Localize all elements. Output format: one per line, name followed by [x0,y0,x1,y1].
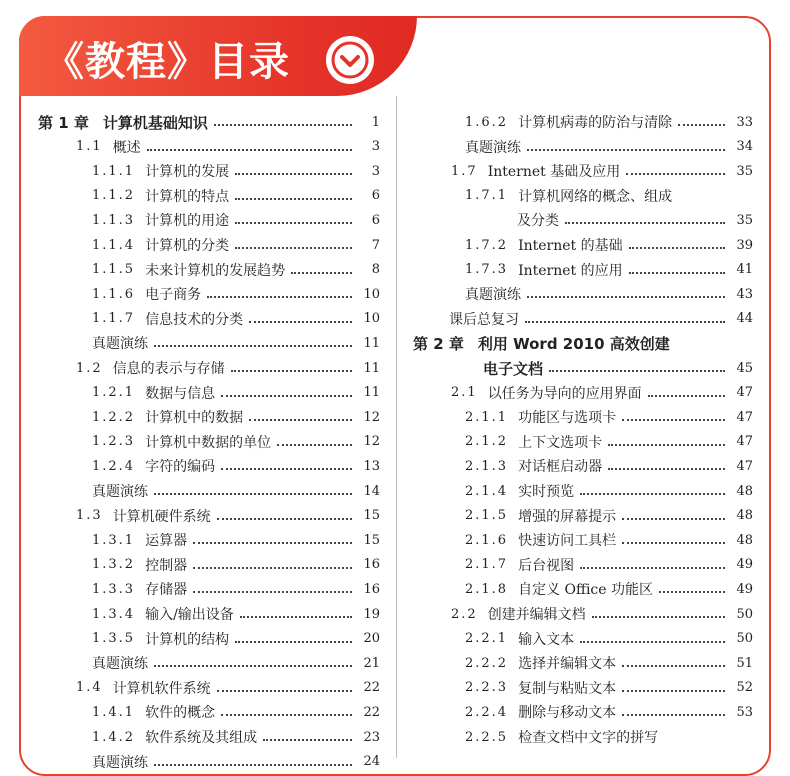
toc-entry-title: 概述 [112,139,141,156]
toc-entry-page: 6 [371,212,380,228]
toc-entry-page: 53 [736,704,753,720]
toc-entry-number: 1.2.1 [92,385,136,401]
toc-entry-title: 信息技术的分类 [145,311,244,328]
toc-entry-page: 7 [371,237,380,253]
toc-entry-title: 利用 Word 2010 高效创建 [477,334,670,353]
toc-entry-page: 6 [371,188,380,204]
toc-entry-title: 计算机的用途 [145,213,230,230]
toc-entry-title: 计算机病毒的防治与清除 [518,115,673,131]
toc-entry-title: 输入文本 [518,631,575,648]
toc-entry-title: 计算机软件系统 [112,680,211,697]
toc-entry-title: 计算机的分类 [145,238,230,254]
toc-entry [483,356,753,380]
toc-entry-number: 1.7.2 [465,237,509,253]
toc-entry [449,307,753,331]
dot-leader [217,690,352,692]
dot-leader [147,149,352,151]
toc-entry [92,282,380,306]
dot-leader [622,542,725,544]
toc-entry [92,725,380,749]
dot-leader [580,641,725,643]
dot-leader [221,395,352,397]
dot-leader [263,739,352,741]
toc-entry-title: Internet 的基础 [518,238,623,254]
toc-entry-number: 1.1.5 [92,262,136,278]
dot-leader [678,124,725,126]
toc-entry-title: Internet 基础及应用 [487,164,621,181]
toc-entry-page: 22 [363,704,380,720]
toc-entry [76,356,380,380]
dot-leader [608,444,725,446]
toc-entry-number: 2.2.3 [465,680,509,696]
toc-entry [92,208,380,232]
toc-entry-number: 1.7.1 [465,188,509,204]
toc-entry-title: 删除与移动文本 [518,705,617,722]
toc-entry-title: 真题演练 [92,336,148,353]
toc-entry [76,504,380,528]
dot-leader [249,419,352,421]
toc-entry [92,627,380,651]
toc-entry [465,725,753,749]
toc-entry-number: 第 1 章 [38,113,89,132]
toc-entry [92,651,380,675]
toc-entry-page: 11 [363,335,380,351]
dot-leader [235,173,352,175]
toc-entry [92,454,380,478]
toc-entry-title: 增强的屏幕提示 [518,508,617,525]
toc-entry-title: 真题演练 [465,287,521,304]
toc-entry-number: 1.3.1 [92,532,136,548]
toc-entry-page: 52 [736,680,753,696]
toc-entry-page: 3 [371,139,380,155]
toc-entry-title: 自定义 Office 功能区 [518,582,654,599]
dot-leader [622,518,725,520]
toc-entry-title: 计算机基础知识 [102,113,208,132]
toc-entry-title: 后台视图 [518,557,575,574]
toc-entry-number: 2.1.8 [465,581,509,597]
toc-entry-title: 输入/输出设备 [145,607,234,623]
toc-entry-page: 22 [363,680,380,696]
toc-entry [92,750,380,774]
toc-entry-number: 2.1.2 [465,434,509,450]
toc-entry-number: 1.2 [76,360,103,376]
dot-leader [659,591,725,593]
toc-entry-page: 35 [736,163,753,179]
toc-entry [92,258,380,282]
toc-entry-number: 1.4.1 [92,704,136,720]
toc-entry-title: 计算机的特点 [145,188,230,205]
toc-entry-page: 24 [363,754,380,770]
toc-entry-title: Internet 的应用 [518,262,623,279]
toc-entry-title: 字符的编码 [145,459,216,476]
dot-leader [240,616,352,618]
toc-entry [465,651,753,675]
toc-entry [517,208,753,232]
toc-entry-title: 计算机中的数据 [145,410,244,427]
toc-entry-title: 控制器 [145,557,188,574]
toc-entry [465,504,753,528]
toc-entry [451,381,753,405]
toc-entry [92,184,380,208]
toc-entry-title: 电子商务 [145,287,202,304]
dot-leader [622,419,725,421]
dot-leader [527,296,725,298]
toc-entry-number: 1.6.2 [465,114,509,130]
toc-entry-number: 2.2.4 [465,704,509,720]
toc-entry-title: 真题演练 [92,656,148,673]
toc-entry-number: 1.1.1 [92,163,136,179]
toc-entry-page: 12 [363,409,380,425]
toc-entry-number: 2.2.1 [465,631,509,647]
toc-entry-page: 33 [736,114,753,130]
toc-entry-page: 16 [363,557,380,573]
toc-entry [465,454,753,478]
toc-entry-title: 计算机中数据的单位 [145,434,272,451]
toc-entry-page: 19 [363,606,380,622]
toc-entry [465,282,753,306]
toc-entry-number: 1.7.3 [465,262,509,278]
dot-leader [629,272,725,274]
toc-entry-page: 47 [736,458,753,474]
toc-entry-page: 3 [371,163,380,179]
toc-entry [413,331,753,355]
toc-entry-page: 16 [363,581,380,597]
toc-entry [465,184,753,208]
toc-entry-title: 存储器 [145,582,188,599]
toc-entry-title: 快速访问工具栏 [518,533,617,550]
toc-entry-title: 电子文档 [483,359,544,378]
toc-entry-title: 课后总复习 [449,311,519,328]
dot-leader [235,247,352,249]
toc-entry-page: 47 [736,385,753,401]
toc-entry [92,233,380,257]
toc-entry-number: 1.4 [76,680,103,696]
toc-entry-title: 计算机网络的概念、组成 [518,188,673,205]
dot-leader [235,198,352,200]
dot-leader [154,493,352,495]
toc-entry-page: 34 [736,139,753,155]
dot-leader [277,444,352,446]
dot-leader [580,567,725,569]
toc-entry-title: 真题演练 [92,484,148,500]
dot-leader [580,493,725,495]
toc-entry-number: 2.2.2 [465,655,509,671]
toc-entry-number: 1.1.4 [92,237,136,253]
dot-leader [549,370,725,372]
dot-leader [622,665,725,667]
dot-leader [629,247,725,249]
toc-entry-number: 1.1.3 [92,212,136,228]
toc-entry-title: 数据与信息 [145,385,216,402]
toc-entry-page: 39 [736,237,753,253]
dot-leader [592,616,725,618]
dot-leader [207,296,352,298]
dot-leader [231,370,352,372]
toc-entry-number: 1.1.7 [92,311,136,327]
toc-entry [92,331,380,355]
toc-entry [465,676,753,700]
dot-leader [648,395,725,397]
toc-entry-number: 2.1.3 [465,458,509,474]
toc-entry-number: 1.3.4 [92,606,136,622]
toc-entry-title: 信息的表示与存储 [112,361,225,377]
toc-entry-page: 50 [736,606,753,622]
toc-entry-number: 1.1 [76,139,103,155]
toc-entry [92,602,380,626]
toc-entry-number: 1.4.2 [92,729,136,745]
toc-entry-title: 计算机的结构 [145,631,230,648]
toc-entry [465,258,753,282]
toc-entry [92,405,380,429]
toc-entry [451,159,753,183]
chevron-down-icon [326,36,374,84]
dot-leader [235,222,352,224]
toc-entry-title: 运算器 [145,533,188,550]
toc-entry [92,577,380,601]
toc-entry-title: 复制与粘贴文本 [518,680,617,697]
toc-entry-page: 48 [736,532,753,548]
toc-entry-title: 计算机的发展 [145,164,230,181]
toc-entry-number: 1.3.2 [92,557,136,573]
dot-leader [154,345,352,347]
toc-entry-number: 1.2.4 [92,458,136,474]
toc-entry-number: 2.2 [451,606,478,622]
dot-leader [217,518,352,520]
toc-entry [92,159,380,183]
toc-entry-page: 13 [363,458,380,474]
toc-entry-number: 2.1.6 [465,532,509,548]
toc-entry-number: 1.7 [451,163,478,179]
dot-leader [565,222,725,224]
toc-entry [92,553,380,577]
toc-entry [465,700,753,724]
toc-entry-page: 10 [363,311,380,327]
toc-entry [465,479,753,503]
toc-entry [38,110,380,134]
toc-entry-page: 15 [363,508,380,524]
toc-entry [76,676,380,700]
toc-entry-number: 2.1.4 [465,483,509,499]
toc-entry-title: 对话框启动器 [518,459,603,476]
dot-leader [221,714,352,716]
dot-leader [154,665,352,667]
toc-entry-page: 11 [363,360,380,376]
toc-entry-number: 2.2.5 [465,729,509,745]
toc-entry [465,110,753,134]
toc-entry [465,627,753,651]
toc-entry-title: 未来计算机的发展趋势 [145,262,286,279]
dot-leader [626,173,725,175]
toc-entry [92,307,380,331]
page-title: 《教程》目录 [44,39,290,85]
toc-entry-number: 2.1.5 [465,508,509,524]
toc-entry-page: 8 [371,262,380,278]
toc-entry-title: 功能区与选项卡 [518,410,617,427]
dot-leader [525,321,725,323]
toc-entry [92,479,380,503]
toc-entry-number: 1.2.3 [92,434,136,450]
toc-entry [465,430,753,454]
toc-entry [92,700,380,724]
toc-entry [465,233,753,257]
toc-entry [465,405,753,429]
toc-entry [76,135,380,159]
toc-entry [465,577,753,601]
dot-leader [608,468,725,470]
toc-entry-page: 41 [736,262,753,278]
toc-entry-page: 23 [363,729,380,745]
dot-leader [193,567,352,569]
toc-entry [92,430,380,454]
dot-leader [235,641,352,643]
toc-entry-page: 45 [736,360,753,376]
toc-entry-number: 2.1 [451,385,478,401]
dot-leader [214,124,352,126]
toc-entry-title: 检查文档中文字的拼写 [518,730,659,746]
toc-entry-title: 上下文选项卡 [518,434,603,451]
toc-entry-page: 14 [363,483,380,499]
toc-entry-page: 44 [736,311,753,327]
toc-entry [451,602,753,626]
toc-entry-page: 10 [363,286,380,302]
dot-leader [249,321,352,323]
toc-entry-page: 12 [363,434,380,450]
toc-entry-number: 1.3.5 [92,631,136,647]
toc-entry-title: 软件的概念 [145,705,216,722]
toc-entry-number: 1.3 [76,508,103,524]
dot-leader [291,272,352,274]
toc-entry-page: 51 [736,655,753,671]
toc-entry-page: 47 [736,434,753,450]
toc-entry [465,553,753,577]
dot-leader [193,542,352,544]
toc-entry-page: 49 [736,557,753,573]
toc-entry-page: 50 [736,631,753,647]
toc-entry [465,135,753,159]
toc-entry-number: 1.3.3 [92,581,136,597]
toc-entry-number: 1.1.2 [92,188,136,204]
toc-entry-title: 实时预览 [518,484,575,500]
dot-leader [527,149,725,151]
toc-entry-page: 43 [736,286,753,302]
dot-leader [622,690,725,692]
toc-entry-page: 48 [736,508,753,524]
toc-entry-title: 及分类 [517,213,559,230]
toc-entry-page: 48 [736,483,753,499]
toc-entry-number: 第 2 章 [413,334,464,353]
toc-entry-page: 47 [736,409,753,425]
toc-entry-title: 创建并编辑文档 [487,607,586,623]
toc-entry-page: 35 [736,212,753,228]
toc-entry-page: 21 [363,655,380,671]
dot-leader [154,764,352,766]
toc-entry-page: 49 [736,581,753,597]
toc-entry-title: 真题演练 [92,754,148,771]
toc-entry [92,528,380,552]
toc-entry-title: 真题演练 [465,139,521,156]
toc-entry-number: 2.1.7 [465,557,509,573]
toc-entry-page: 1 [371,114,380,130]
toc-entry-number: 1.2.2 [92,409,136,425]
toc-entry-number: 2.1.1 [465,409,509,425]
toc-entry-page: 20 [363,631,380,647]
dot-leader [221,468,352,470]
dot-leader [622,714,725,716]
toc-entry-page: 11 [363,385,380,401]
toc-entry-title: 软件系统及其组成 [145,730,258,746]
toc-entry [92,381,380,405]
toc-entry-title: 计算机硬件系统 [112,508,211,525]
toc-entry-number: 1.1.6 [92,286,136,302]
toc-entry [465,528,753,552]
dot-leader [193,591,352,593]
toc-entry-page: 15 [363,532,380,548]
toc-entry-title: 以任务为导向的应用界面 [487,385,642,402]
column-divider [396,96,397,758]
toc-entry-title: 选择并编辑文本 [518,656,617,673]
